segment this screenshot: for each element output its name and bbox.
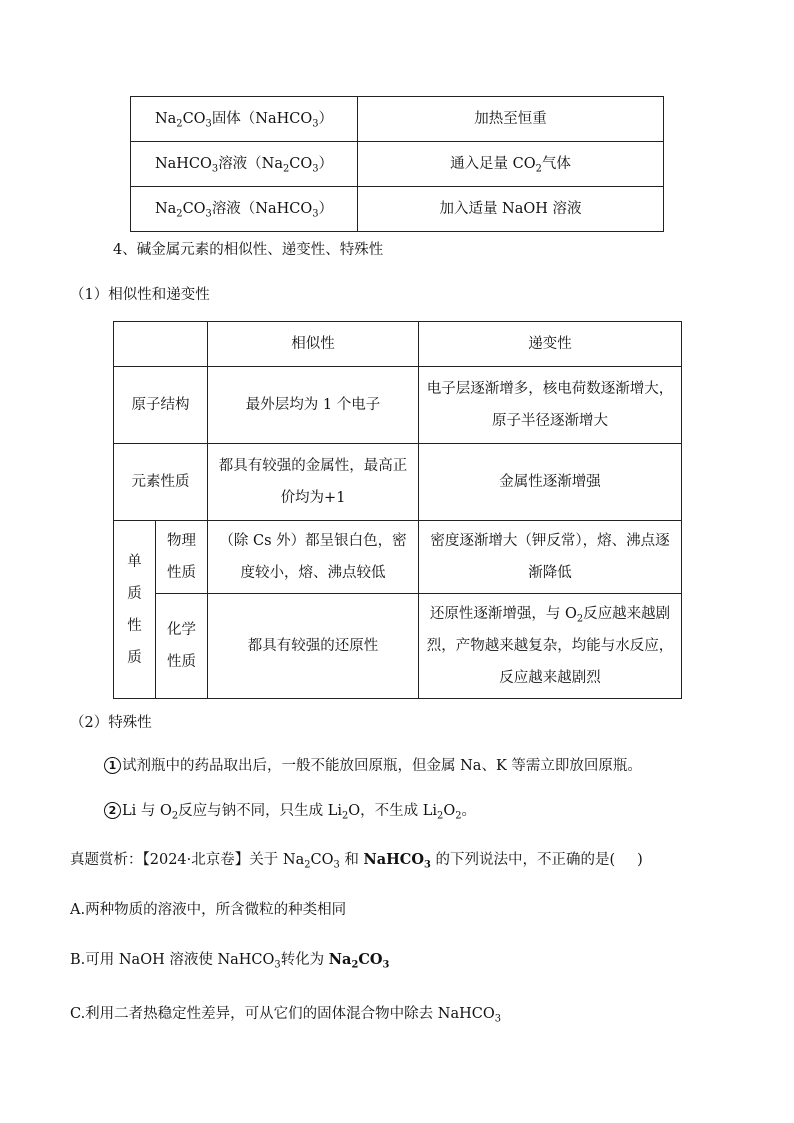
mixture-cell: $Na_2CO_3$固体（NaHCO$_3$） [131, 97, 358, 142]
row-header: 原子结构 [114, 367, 208, 444]
table-row [114, 444, 682, 521]
method-cell: 加入适量 NaOH 溶液 [358, 187, 664, 232]
special-item-1: 1 试剂瓶中的药品取出后，一般不能放回原瓶，但金属 Na、K 等需立即放回原瓶。 [104, 754, 642, 775]
table-cell: （除 Cs 外）都呈银白色，密度较小，熔、沸点较低 [208, 521, 419, 594]
impurity-removal-table [130, 96, 664, 232]
table-row [114, 367, 682, 444]
table-cell: 都具有较强的还原性 [208, 594, 419, 699]
section-heading: 4、碱金属元素的相似性、递变性、特殊性 [113, 242, 384, 258]
column-header: 相似性 [208, 322, 419, 367]
table-row [131, 142, 664, 187]
table-row [114, 594, 682, 699]
table-cell: 金属性逐渐增强 [419, 444, 682, 521]
column-header: 递变性 [419, 322, 682, 367]
row-header: 物理性质 [156, 521, 208, 594]
circled-number: 1 [104, 757, 121, 774]
row-header: 元素性质 [114, 444, 208, 521]
subsection-heading: （2）特殊性 [70, 715, 152, 731]
mixture-cell: NaHCO$_3$溶液$(Na_2CO_3)$ [131, 142, 358, 187]
table-cell: 还原性逐渐增强，与 $O_2$反应越来越剧烈，产物越来越复杂，均能与水反应，反应越来越剧烈 [419, 594, 682, 699]
special-item-2: 2 Li 与 $O_2$反应与钠不同，只生成 $Li_2O$，不生成 $Li_2O_2$。 [104, 799, 476, 820]
mixture-cell: $Na_2CO_3$溶液（NaHCO$_3$） [131, 187, 358, 232]
alkali-metal-properties-table [113, 321, 682, 699]
table-cell: 都具有较强的金属性，最高正价均为+1 [208, 444, 419, 521]
option-b: B.可用 NaOH 溶液使 NaHCO$_3$转化为 $Na_2CO_3$ [70, 951, 390, 971]
option-c: C.利用二者热稳定性差异，可从它们的固体混合物中除去 NaHCO$_3$ [70, 1006, 502, 1025]
subsection-heading: （1）相似性和递变性 [70, 287, 210, 303]
table-header-row [114, 322, 682, 367]
table-cell: 密度逐渐增大（钾反常），熔、沸点逐渐降低 [419, 521, 682, 594]
method-cell: 加热至恒重 [358, 97, 664, 142]
circled-number: 2 [104, 802, 121, 819]
option-a: A.两种物质的溶液中，所含微粒的种类相同 [70, 902, 347, 918]
row-header: 化学性质 [156, 594, 208, 699]
table-row [131, 187, 664, 232]
table-row [131, 97, 664, 142]
blank-header-cell [114, 322, 208, 367]
table-cell: 最外层均为 1 个电子 [208, 367, 419, 444]
method-cell: 通入足量 $CO_2$气体 [358, 142, 664, 187]
table-row [114, 521, 682, 594]
table-cell: 电子层逐渐增多，核电荷数逐渐增大，原子半径逐渐增大 [419, 367, 682, 444]
question-stem: 真题赏析：【2024·北京卷】关于 $Na_2CO_3$ 和 NaHCO$_3$ 的下列说法中，不正确的是( ) [70, 851, 643, 871]
row-group-header: 单质性质 [114, 521, 156, 699]
